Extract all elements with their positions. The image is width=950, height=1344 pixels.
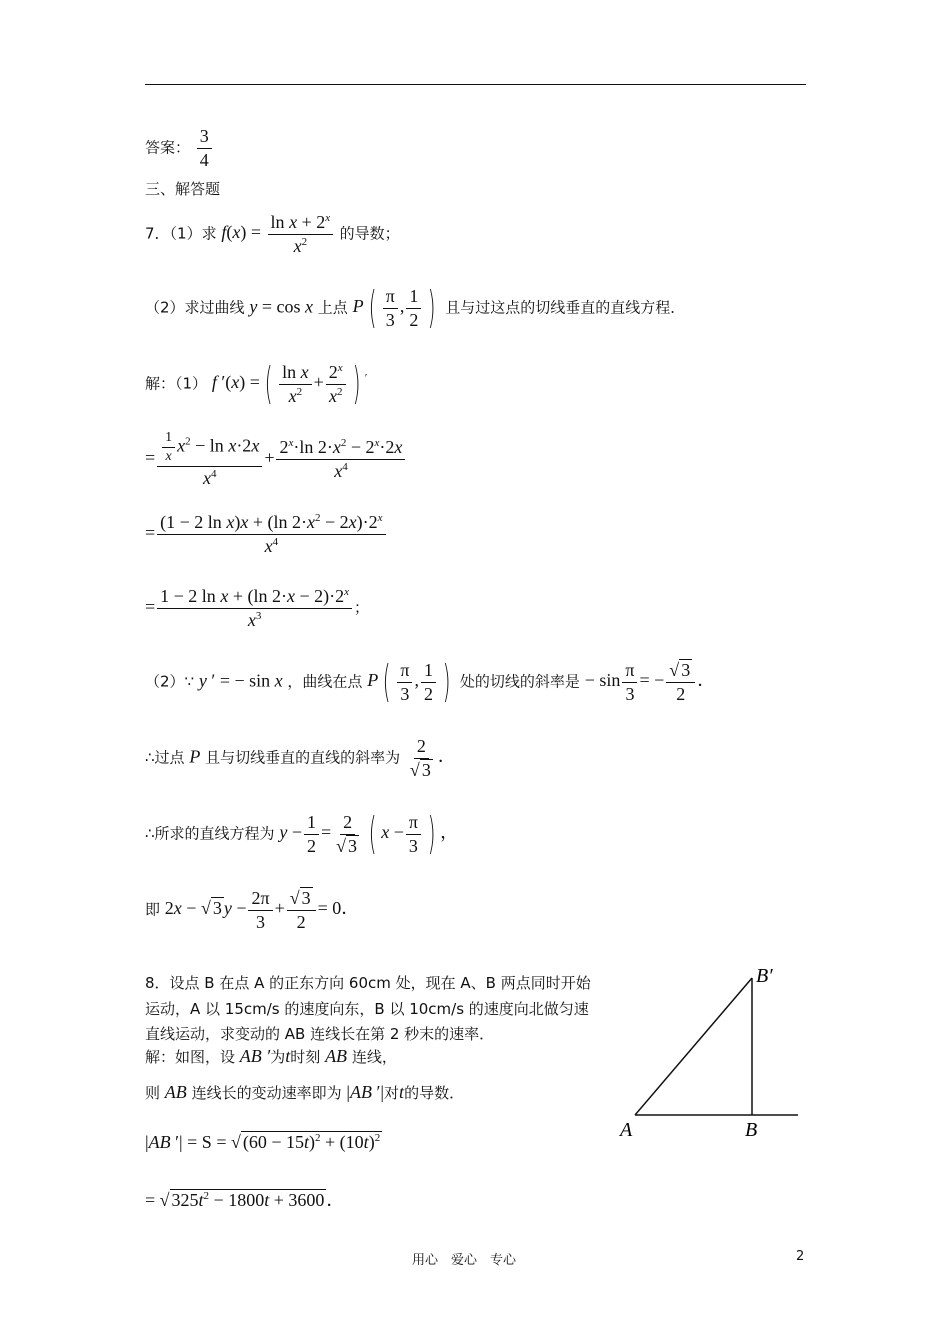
q7-point-p-2: P ( $\frac{\pi}{3}$ , $\frac{1}{2}$ ) [367,656,451,708]
label-a: A [620,1119,633,1141]
q7-final [145,888,359,932]
q7-step-1: = $\frac{1}{x}$ $x^2 - \ln x\cdot 2x$ $x^4$ + $\frac{2^x\cdot\ln 2\cdot x^2 - 2^x\cdot 2x}{x^4}$ [145,430,407,489]
q7-curve-formula: y = cos x [249,296,313,317]
hypotenuse-ab-prime [635,978,752,1115]
q7-point-label: P [189,746,201,767]
q7-line-formula: y − $\frac{1}{2}$ = $\frac{2}{√ 3}$ ( x − $\frac{\pi}{3}$ ) ， [279,808,459,860]
q7-part2-suffix: 且与过这点的切线垂直的直线方程． [445,298,686,317]
q8-line2: 运动，A 以 15cm/s 的速度向东，B 以 10cm/s 的速度向北做匀速 [145,1000,589,1018]
q8-ab: AB [325,1046,348,1066]
q7-solution-2 [145,656,716,708]
q7-slope-prefix: 过点 [154,748,185,767]
q7-yprime-formula: y ′ = − sin x [198,670,283,691]
answer-denominator: 4 [199,149,209,170]
q8-sol2-b: 连线长的变动速率即为 [191,1084,342,1102]
q8-sol-b: 为 [270,1048,286,1066]
q8-ab-2: AB [164,1082,187,1102]
q7-step-2: = $\frac{(1 - 2 \ln x)x + (\ln 2\cdot x^2 - 2x)\cdot 2^x}{x^4}$ [145,512,388,556]
q7-number: 7． [145,224,170,243]
q7-sol2-mid: ，曲线在点 [287,672,363,691]
q7-perp-slope: ∴过点 P 且与切线垂直的直线的斜率为 $\frac{2}{√ 3}$ ． [145,736,456,780]
label-b-prime: B′ [756,965,773,987]
q7-part2-mid: 上点 [317,298,348,317]
q7-solution-1 [145,358,368,410]
answer-line [145,126,214,170]
label-b: B [745,1119,758,1141]
q8-sol-c: 时刻 [290,1048,321,1066]
q7-perp-slope-value: $\frac{2}{√ 3}$ ． [409,736,456,780]
q7-sol-label: 解：（1） [145,374,208,393]
q7-sol2-prefix: （2）∵ [145,672,195,691]
q8-ab-prime: AB ′ [239,1046,271,1066]
q7-part1-suffix: 的导数； [339,224,400,243]
q7-derivative-formula: f ′(x) = ( $\frac{\text{ln x}}{x^2}$ + $\frac{2^x}{x^2}$ ) ′ [211,358,368,410]
answer-numerator: 3 [197,126,212,149]
q8-sol-line2 [145,1082,464,1103]
q8-distance-formula: |AB ′| = S = √ $(60 - 15t)^2 + (10t)^2$ [145,1132,381,1152]
q8-t: t [285,1046,291,1066]
q7-fx-formula: f(x) = $\frac{\ln x + 2^x}{x^2}$ [221,222,339,242]
q7-part1 [145,212,400,256]
footer-text: 用心 爱心 专心 [412,1253,517,1268]
q7-final-prefix: 即 [145,900,161,919]
q8-sol-line1 [145,1046,397,1067]
q7-line-equation: ∴所求的直线方程为 y − $\frac{1}{2}$ = $\frac{2}{√ 3}$ ( x − $\frac{\pi}{3}$ ) ， [145,808,459,860]
q7-part1-prefix: （1）求 [169,224,217,243]
q7-part2 [145,282,686,334]
q8-line1: 8．设点 B 在点 A 的正东方向 60cm 处，现在 A、B 两点同时开始 [145,974,591,992]
header-rule [145,84,806,85]
q8-sol2-c: 对 [384,1084,400,1102]
q7-point-p: P ( $\frac{\pi}{3}$ , $\frac{1}{2}$ ) [352,282,436,334]
q7-line-prefix: 所求的直线方程为 [154,824,275,843]
answer-label: 答案： [145,138,191,157]
q8-t-2: t [399,1082,405,1102]
q7-slope-formula: − sin $\frac{\pi}{3}$ = − $\frac{√ 3}{2}$ ． [584,660,716,704]
q8-sol-a: 解：如图，设 [145,1048,236,1066]
answer-fraction [197,126,212,170]
q8-distance-simplified: = √ $325t^2 - 1800t + 3600$ ． [145,1190,345,1210]
q7-final-formula: 2x − √ 3 y − $\frac{2\pi}{3}$ + $\frac{√ 3}{2}$ = 0． [164,888,360,932]
q8-sol-d: 连线， [351,1048,397,1066]
q8-abs-ab-prime: |AB ′| [346,1082,385,1102]
q8-line3: 直线运动，求变动的 AB 连线长在第 2 秒末的速率． [145,1025,495,1043]
q8-sol2-d: 的导数． [404,1084,465,1102]
q7-sol2-mid2: 处的切线的斜率是 [459,672,580,691]
page-number: 2 [796,1249,805,1264]
q7-slope-suffix: 且与切线垂直的直线的斜率为 [205,748,401,767]
q7-part2-prefix: （2）求过曲线 [145,298,245,317]
q7-step-3: = $\frac{1 - 2 \ln x + (\ln 2\cdot x - 2)\cdot 2^x}{x^3}$ ； [145,586,369,630]
q8-triangle-diagram [610,960,810,1145]
section-title: 三、解答题 [145,180,221,198]
q8-sol2-a: 则 [145,1084,161,1102]
